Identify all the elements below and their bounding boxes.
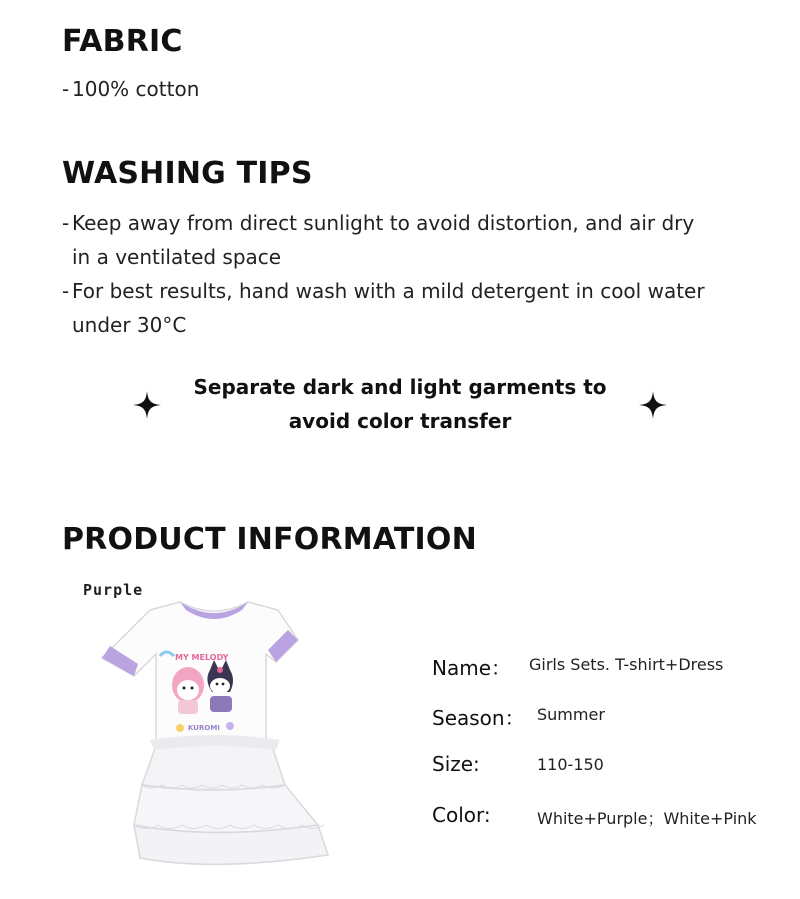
color-value: White+Purple；White+Pink — [537, 809, 757, 828]
size-label: Size: — [432, 752, 480, 776]
size-value: 110-150 — [537, 755, 604, 774]
season-label: Season： — [432, 706, 525, 730]
fabric-heading: FABRIC — [62, 24, 183, 59]
name-value: Girls Sets. T-shirt+Dress — [529, 655, 724, 674]
color-label: Color: — [432, 803, 491, 827]
fabric-line: - 100% cotton — [62, 77, 200, 101]
note-line-1: Separate dark and light garments to — [193, 375, 607, 399]
washing-heading: WASHING TIPS — [62, 156, 313, 191]
washing-tip-1-line1: Keep away from direct sunlight to avoid distortion, and air dry — [72, 211, 695, 235]
washing-tip-1: - Keep away from direct sunlight to avoid distortion, and air dry in a ventilated space — [62, 206, 694, 274]
washing-tip-2-line1: For best results, hand wash with a mild detergent in cool water — [72, 279, 705, 303]
season-value: Summer — [537, 705, 605, 724]
washing-tip-2-line2: under 30°C — [72, 313, 187, 337]
shirt-print-top: MY MELODY — [175, 653, 229, 662]
garment-separation-note — [150, 370, 650, 438]
washing-tip-1-line2: in a ventilated space — [72, 245, 282, 269]
fabric-text: 100% cotton — [72, 77, 200, 101]
washing-tip-2: - For best results, hand wash with a mild detergent in cool water under 30°C — [62, 274, 705, 342]
color-variant-tag: Purple — [83, 581, 144, 599]
name-label: Name： — [432, 656, 512, 680]
shirt-print-bottom: KUROMI — [188, 724, 220, 732]
product-image — [80, 580, 350, 880]
product-heading: PRODUCT INFORMATION — [62, 522, 477, 557]
note-line-2: avoid color transfer — [288, 409, 512, 433]
sparkle-icon — [638, 390, 668, 420]
